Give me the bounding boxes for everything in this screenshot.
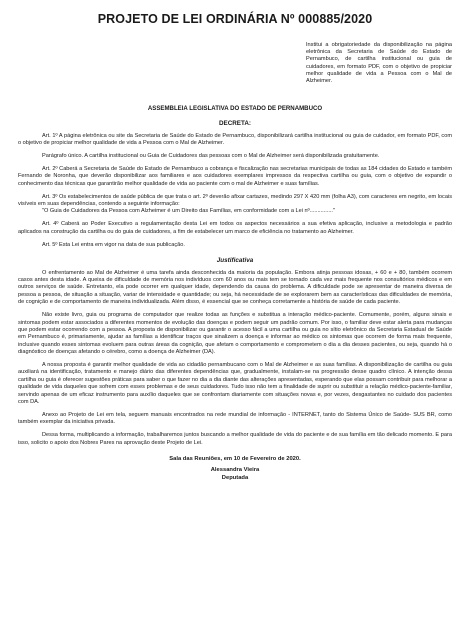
sole-paragraph: Parágrafo único. A cartilha institucional ou Guia de Cuidadores das pessoas com o Mal de Alzheimer será disponibilizada gratuitamente. <box>42 153 380 160</box>
assembly-heading: ASSEMBLEIA LEGISLATIVA DO ESTADO DE PERNAMBUCO <box>147 105 323 113</box>
signer-name: Alessandra Vieira <box>210 467 260 474</box>
justificativa-heading: Justificativa <box>216 257 254 265</box>
justification-paragraph-2: Não existe livro, guia ou programa de computador que realize todas as funções e substitua a interação médico-paciente. Comumente, porém, alguns sinais e sintomas podem estar associados a diferentes momentos de evolução das doenças e podem seguir um padrão comum. Por isso, o familiar deve estar alerta para mudanças que podem estar ocorrendo com a pessoa. A proposta de disponibilizar ou garantir o acesso fácil a uma cartilha ou guia no sítio eletrônico da Secretaria Estadual de Saúde em Pernambuco é, primariamente, ajudar as famílias a identificar traços que sinalizem a doença e informar ao médico os sintomas que ocorrem de forma mais frequente, inclusive quando esses sintomas evoluem para outras áreas da cognição, que afetam o comportamento e comprometem o dia a dia desses pacientes, ou seja, quando há o diagnóstico de doenças afetando o cérebro, como a doença de Alzheimer (DA). <box>18 312 452 356</box>
justification-paragraph-1: O enfrentamento ao Mal de Alzheimer é uma tarefa ainda desconhecida da maioria da população. Embora atinja pessoas idosas, + 60 e + 80, também ocorrem casos antes desta idade. A queixa de dificuldade de memória nos indivíduos com 60 anos ou mais tem se tornado cada vez mais frequente nos consultórios médicos e em outros serviços de saúde. Entretanto, ela pode ocorrer em qualquer idade, dependendo da causa do problema. A dificuldade pode se apresentar de maneira diversa de pessoa a pessoa, de situação a situação, variar de intensidade e quantidade; ou seja, há necessidade de se explorarem bem as características das dificuldades de memória, de cognição e de comportamento de maneira individualizada. Além disso, é essencial que se conheça corretamente a história de saúde de cada paciente. <box>18 269 452 306</box>
article-4: Art. 4º Caberá ao Poder Executivo a regulamentação desta Lei em todos os aspectos necessários a sua efetiva aplicação, inclusive a metodologia e padrão aplicados na construção da cartilha ou do guia de cuidadores, a fim de estabelecer um marco de eficiência no tratamento ao Alzheimer. <box>18 221 452 235</box>
document-title: PROJETO DE LEI ORDINÁRIA Nº 000885/2020 <box>97 12 373 26</box>
session-date: Sala das Reuniões, em 10 de Fevereiro de 2020. <box>169 456 301 463</box>
article-2: Art. 2º Caberá a Secretaria de Saúde do Estado de Pernambuco a cobrança e fiscalização nas secretarias municipais de todas as 184 cidades do Estado e também Fernando de Noronha, que deverão disponibilizar aos familiares e aos cuidadores exemplares impressos da respectiva cartilha ou guia, com o objetivo de expandir o conhecimento das técnicas que garantirão melhor qualidade de vida ao paciente com o mal de Alzheimer e suas famílias. <box>18 165 452 187</box>
justification-paragraph-5: Dessa forma, multiplicando a informação, trabalharemos juntos buscando a melhor qualidade de vida do paciente e de sua família em tão delicado momento. E para isso, solicito o apoio dos Nobres Pares na aprovação deste Projeto de Lei. <box>18 432 452 446</box>
ementa: Institui a obrigatoriedade da disponibilização na página eletrônica da Secretaria de Saúde do Estado de Pernambuco, de cartilha institucional ou guia de cuidadores, em formato PDF, com o objetivo de propiciar melhor qualidade de vida a Pessoa com o Mal de Alzheimer. <box>306 42 452 85</box>
article-3-quote: "O Guia de Cuidadores da Pessoa com Alzheimer é um Direito das Famílias, em conformidade com a Lei nº..............." <box>42 208 335 215</box>
justification-paragraph-4: Anexo ao Projeto de Lei em tela, seguem manuais encontrados na rede mundial de informação - INTERNET, tanto do Sistema Único de Saúde- SUS BR, como também exemplar da iniciativa privada. <box>18 412 452 426</box>
decreta-heading: DECRETA: <box>218 120 252 128</box>
signer-role: Deputada <box>221 474 249 481</box>
justification-paragraph-3: A nossa proposta é garantir melhor qualidade de vida ao cidadão pernambucano com o Mal de Alzheimer e as suas famílias. A disponibilização de cartilha ou guia auxiliará na identificação, tratamento e manejo diário das diferentes dependências que, gradualmente, instalam-se na progressão desse quadro clínico. A intenção dessa cartilha ou guia é oferecer sugestões práticas para saber o que fazer no dia a dia diante das alterações apresentadas, esperando que elas possam contribuir para melhorar a qualidade de vida daqueles que sofrem com esses problemas e de seus cuidadores. Tudo isso não tem a finalidade de suprir ou substituir a relação médico-paciente-familiar, servindo apenas de um eficaz instrumento para auxílio daqueles que se confrontam diariamente com situações novas e, por vezes, desgastantes no cuidado dos pacientes com DA. <box>18 362 452 406</box>
article-3: Art. 3º Os estabelecimentos de saúde pública de que trata o art. 2º deverão afixar cartazes, medindo 297 X 420 mm (folha A3), com caracteres em negrito, em locais visíveis em suas dependências, contendo a seguinte informação: <box>18 193 452 208</box>
article-5: Art. 5º Esta Lei entra em vigor na data de sua publicação. <box>42 241 185 248</box>
signature-block <box>18 467 452 482</box>
article-1: Art. 1º A página eletrônica ou site da Secretaria de Saúde do Estado de Pernambuco, disponibilizará cartilha institucional ou guia de cuidador, em formato PDF, com o objetivo de propiciar melhor qualidade de vida a Pessoa com o Mal de Alzheimer. <box>18 132 452 147</box>
